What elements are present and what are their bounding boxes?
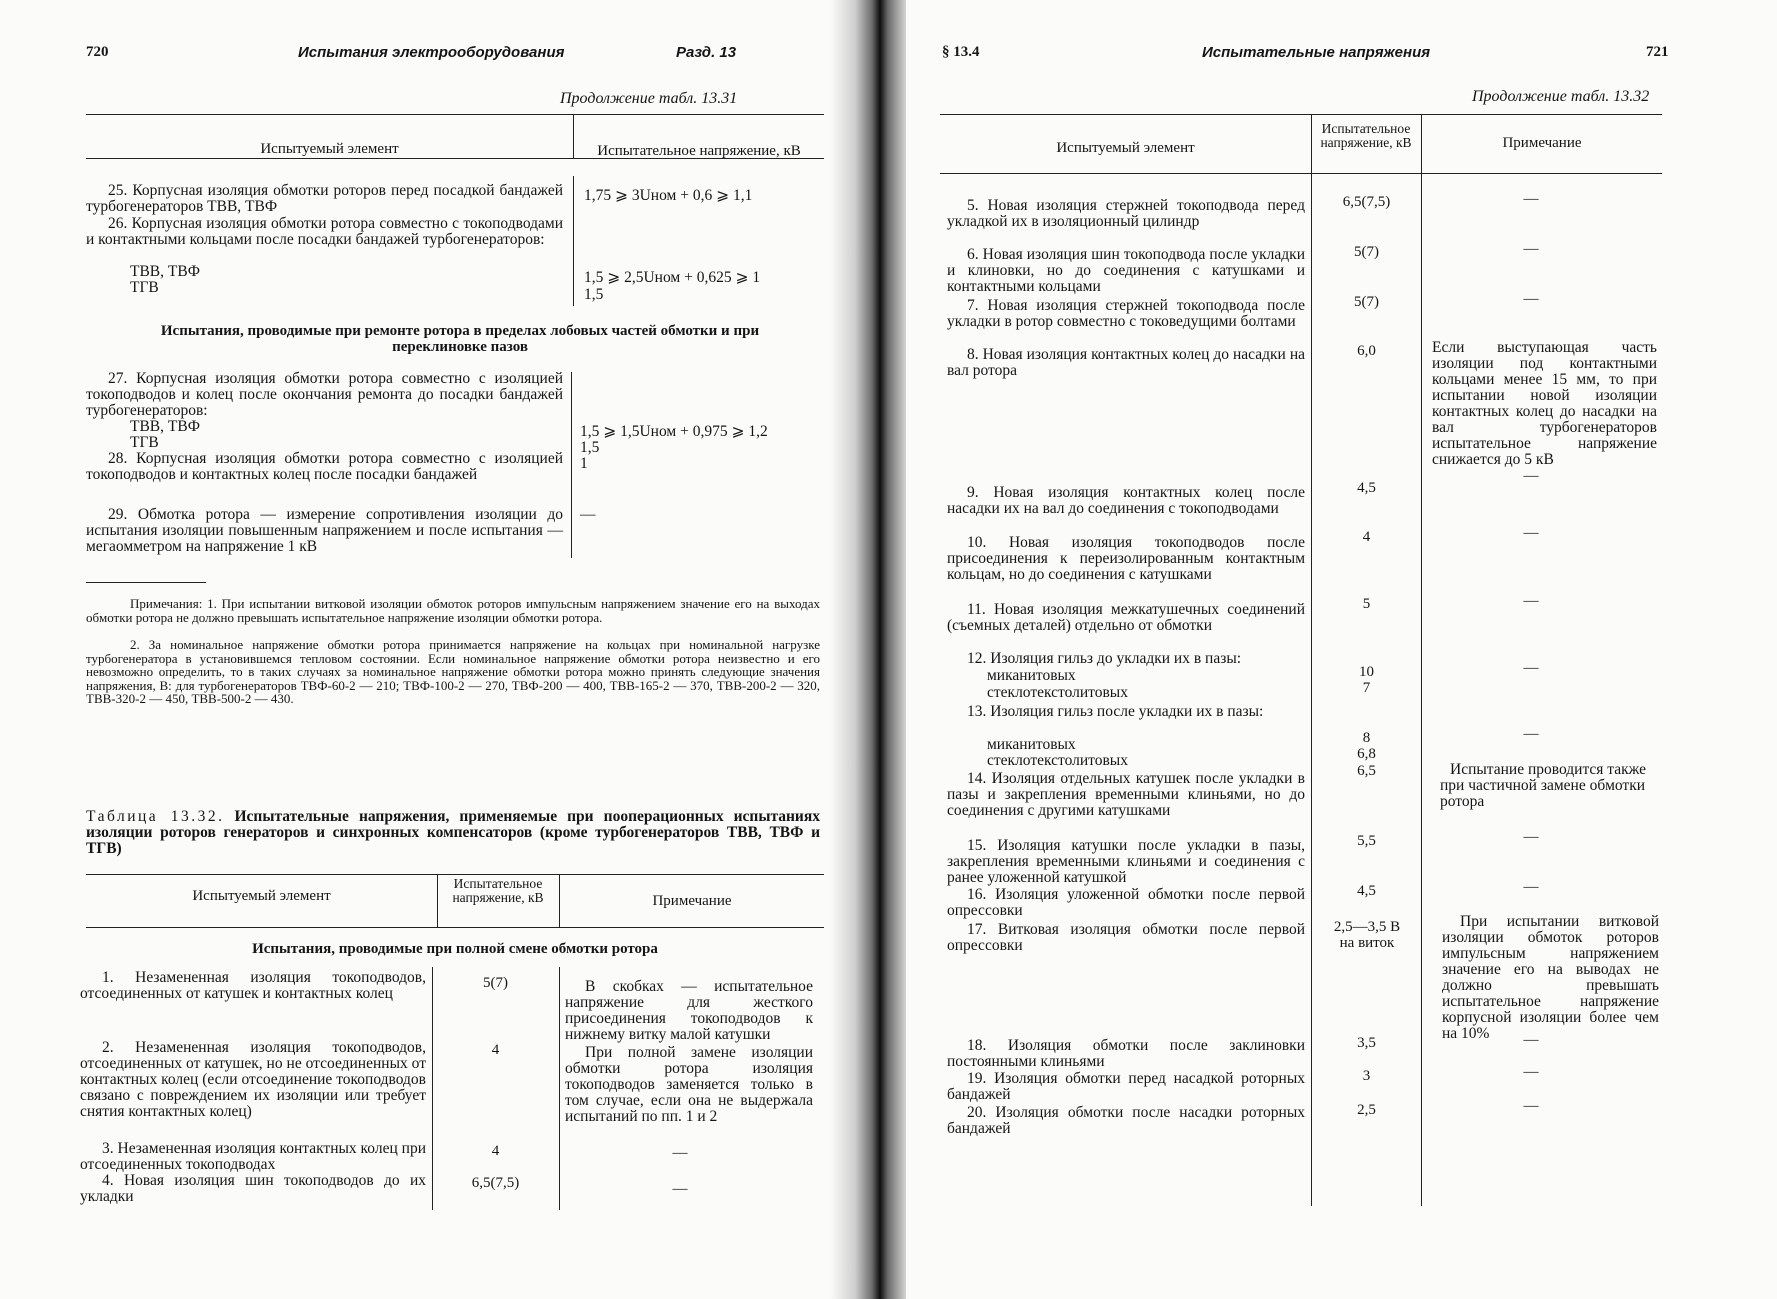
section-label: Разд. 13: [676, 44, 737, 61]
section-label: § 13.4: [942, 44, 980, 60]
t32-row-1-text: 1. Незамененная изоляция токоподводов, отсоединенных от катушек и контактных колец: [80, 969, 426, 1002]
right-page: [906, 0, 1777, 1299]
row-11-text: 11. Новая изоляция межкатушечных соединений (съемных деталей) отдельно от обмотки: [947, 601, 1305, 634]
row-29-text: 29. Обмотка ротора — измерение сопротивления изоляции до испытания изоляции повышенным напряжением и после испытания — мегаомметром на напряжение 1 кВ: [86, 506, 563, 555]
row-5-text: 5. Новая изоляция стержней токоподвода перед укладкой их в изоляционный цилиндр: [947, 197, 1305, 230]
notes-rule: [86, 582, 206, 583]
row-18-note: —: [1523, 1032, 1539, 1048]
row-10-note: —: [1523, 525, 1539, 541]
t32-row-4-note: —: [672, 1181, 688, 1197]
row-14-text: 14. Изоляция отдельных катушек после укладки в пазы и закрепления временными клиньями, но до соединения с другими катушками: [947, 770, 1305, 819]
row-19-value: 3: [1362, 1068, 1371, 1084]
col-header-element: Испытуемый элемент: [1056, 140, 1195, 156]
row-26-sub-b: ТГВ: [130, 279, 159, 296]
row-20-text: 20. Изоляция обмотки после насадки роторных бандажей: [947, 1104, 1305, 1137]
row-19-note: —: [1523, 1064, 1539, 1080]
row-17-value: 2,5—3,5 В на виток: [1333, 919, 1401, 951]
running-header: [1202, 44, 1430, 62]
row-9-note: —: [1523, 468, 1539, 484]
row-12-value-b: 7: [1362, 680, 1371, 696]
t32-section-heading: Испытания, проводимые при полной смене обмотки ротора: [252, 941, 658, 957]
table-col-divider: [573, 176, 574, 306]
row-7-note: —: [1523, 291, 1539, 307]
row-13-text: 13. Изоляция гильз после укладки их в пазы:: [967, 703, 1264, 720]
note-1: Примечания: 1. При испытании витковой изоляции обмоток роторов импульсным напряжением значение его на выходах обмотки ротора не должно превышать испытательное напряжение изоляции обмотки ротора.: [86, 596, 820, 625]
row-13-sub-b: стеклотекстолитовых: [987, 752, 1128, 769]
table-continuation: Продолжение табл. 13.31: [560, 90, 738, 107]
row-18-text: 18. Изоляция обмотки после заклиновки постоянными клиньями: [947, 1037, 1305, 1070]
row-28-text: 28. Корпусная изоляция обмотки ротора совместно с изоляцией токоподводов и контактных колец после посадки бандажей: [86, 450, 563, 483]
row-27-sub-a: ТВВ, ТВФ: [130, 418, 200, 435]
row-27-value-b: 1,5: [580, 439, 600, 456]
row-13-sub-a: миканитовых: [987, 736, 1076, 753]
row-15-value: 5,5: [1357, 833, 1376, 849]
row-8-text: 8. Новая изоляция контактных колец до насадки на вал ротора: [947, 346, 1305, 379]
row-11-value: 5: [1362, 596, 1371, 612]
left-page: [0, 0, 870, 1299]
row-9-text: 9. Новая изоляция контактных колец после насадки их на вал до соединения с токоподводами: [947, 484, 1305, 517]
t32-row-4-value: 6,5(7,5): [471, 1175, 520, 1191]
row-12-value-a: 10: [1359, 664, 1374, 680]
t32-row-3-value: 4: [491, 1143, 500, 1159]
row-8-value: 6,0: [1357, 343, 1376, 359]
t32-col-header-note: Примечание: [652, 893, 732, 909]
row-19-text: 19. Изоляция обмотки перед насадкой роторных бандажей: [947, 1070, 1305, 1103]
col-header-element: Испытуемый элемент: [260, 141, 399, 157]
row-14-value: 6,5: [1357, 763, 1376, 779]
row-29-value: —: [580, 506, 596, 523]
row-25-value: 1,75 ⩾ 3Uном + 0,6 ⩾ 1,1: [584, 187, 753, 204]
table-32-col-divider: [437, 874, 438, 927]
row-17-note: При испытании витковой изоляции обмоток роторов импульсным напряжением значение его на выводах не должно превышать испытательное напряжение корпусной изоляции более чем на 10%: [1442, 913, 1659, 1042]
row-8-note: Если выступающая часть изоляции под контактными кольцами менее 15 мм, то при испытании новой изоляции контактных колец до насадки на вал турбогенераторов испытательное напряжение снижается до 5 кВ: [1432, 339, 1657, 468]
row-12-text: 12. Изоляция гильз до укладки их в пазы:: [967, 650, 1242, 667]
row-10-value: 4: [1362, 529, 1371, 545]
t32-row-1-note: В скобках — испытательное напряжение для жесткого присоединения токоподводов к нижнему витку малой катушки: [565, 978, 813, 1043]
t32-col-divider: [432, 967, 433, 1210]
table-head-rule: [940, 173, 1662, 174]
table-col-divider: [571, 372, 572, 558]
row-27-text: 27. Корпусная изоляция обмотки ротора совместно с изоляцией токоподводов и колец после окончания ремонта до посадки бандажей турбогенераторов:: [86, 370, 563, 419]
row-9-value: 4,5: [1357, 480, 1376, 496]
t32-row-3-text: 3. Незамененная изоляция контактных колец при отсоединенных токоподводах: [80, 1140, 426, 1173]
row-20-note: —: [1523, 1098, 1539, 1114]
row-16-note: —: [1523, 879, 1539, 895]
t32-col-header-voltage: Испытательное напряжение, кВ: [452, 876, 544, 905]
table-continuation: Продолжение табл. 13.32: [1472, 88, 1650, 105]
t32-row-2-text: 2. Незамененная изоляция токоподводов, отсоединенных от катушек, но не отсоединенных от контактных колец (если отсоединение токоподводов связано с повреждением их изоляции или требует снятия контактных колец): [80, 1039, 426, 1120]
row-26-sub-a: ТВВ, ТВФ: [130, 263, 200, 280]
col-header-voltage: Испытательное напряжение, кВ: [1320, 121, 1412, 150]
row-20-value: 2,5: [1357, 1102, 1376, 1118]
page-number: 721: [1646, 44, 1669, 60]
row-6-value: 5(7): [1354, 244, 1379, 260]
t32-row-2-note: При полной замене изоляции обмотки ротора изоляция токоподводов заменяется только в том случае, если она не выдержала испытаний по пп. 1 и 2: [565, 1044, 813, 1125]
row-5-note: —: [1523, 191, 1539, 207]
table-32-top-rule: [86, 874, 824, 875]
table-32-title-prefix: Таблица 13.32.: [86, 808, 225, 825]
t32-row-2-value: 4: [491, 1042, 500, 1058]
table-32-title-text: Испытательные напряжения, применяемые при пооперационных испытаниях изоляции роторов генераторов и синхронных компенсаторов (кроме турбогенераторов ТВВ, ТВФ и ТГВ): [86, 808, 821, 857]
row-6-note: —: [1523, 241, 1539, 257]
table-top-rule: [940, 114, 1662, 115]
running-header-title: Испытательные напряжения: [1202, 44, 1431, 61]
row-5-value: 6,5(7,5): [1342, 194, 1391, 210]
row-16-text: 16. Изоляция уложенной обмотки после первой опрессовки: [947, 886, 1305, 919]
row-15-note: —: [1523, 829, 1539, 845]
row-11-note: —: [1523, 593, 1539, 609]
row-12-sub-b: стеклотекстолитовых: [987, 684, 1128, 701]
col-header-voltage: Испытательное напряжение, кВ: [597, 143, 801, 159]
row-26-value-a: 1,5 ⩾ 2,5Uном + 0,625 ⩾ 1: [584, 269, 761, 286]
table-top-rule: [86, 114, 824, 115]
row-27-sub-b: ТГВ: [130, 434, 159, 451]
row-25-text: 25. Корпусная изоляция обмотки роторов перед посадкой бандажей турбогенераторов ТВВ, ТВФ: [86, 182, 563, 215]
t32-row-1-value: 5(7): [483, 975, 508, 991]
row-15-text: 15. Изоляция катушки после укладки в пазы, закрепления временными клиньями и соединения с ранее уложенной катушкой: [947, 837, 1305, 886]
t32-row-3-note: —: [672, 1145, 688, 1161]
col-header-note: Примечание: [1502, 135, 1582, 151]
row-7-value: 5(7): [1354, 294, 1379, 310]
row-28-value: 1: [580, 455, 588, 472]
table-32-title: [86, 809, 820, 857]
row-12-note: —: [1523, 660, 1539, 676]
row-13-value-a: 8: [1362, 730, 1371, 746]
note-2: 2. За номинальное напряжение обмотки ротора принимается напряжение на кольцах при номинальной нагрузке турбогенератора в установившемся тепловом состоянии. Если номинальное напряжение обмотки ротора неизвестно и его невозможно определить, то в таких случаях за номинальное напряжение обмотки ротора можно принять следующие значения напряжения, В: для турбогенераторов ТВФ-60-2 — 210; ТВФ-100-2 — 270, ТВФ-200 — 400, ТВВ-165-2 — 370, ТВВ-200-2 — 320, ТВВ-320-2 — 450, ТВВ-500-2 — 430.: [86, 637, 820, 706]
row-7-text: 7. Новая изоляция стержней токоподвода после укладки в ротор совместно с токоведущими болтами: [947, 297, 1305, 330]
t32-row-4-text: 4. Новая изоляция шин токоподводов до их укладки: [80, 1172, 426, 1205]
row-27-value-a: 1,5 ⩾ 1,5Uном + 0,975 ⩾ 1,2: [580, 423, 768, 440]
row-6-text: 6. Новая изоляция шин токоподвода после укладки и клиновки, но до соединения с катушками и контактными кольцами: [947, 246, 1305, 295]
row-17-text: 17. Витковая изоляция обмотки после первой опрессовки: [947, 921, 1305, 954]
t32-col-divider: [559, 967, 560, 1210]
row-26-value-b: 1,5: [584, 286, 604, 303]
row-16-value: 4,5: [1357, 883, 1376, 899]
running-header: [298, 44, 564, 62]
row-18-value: 3,5: [1357, 1035, 1376, 1051]
running-header-title: Испытания электрооборудования: [298, 44, 565, 61]
section-heading: Испытания, проводимые при ремонте ротора в пределах лобовых частей обмотки и при переклиновке пазов: [160, 323, 760, 355]
row-13-note: —: [1523, 726, 1539, 742]
table-col-divider: [1421, 114, 1422, 1206]
row-10-text: 10. Новая изоляция токоподводов после присоединения к переизолированным контактным кольцам, но до соединения с катушками: [947, 534, 1305, 583]
t32-col-header-element: Испытуемый элемент: [192, 888, 331, 904]
row-14-note: Испытание проводится также при частичной замене обмотки ротора: [1440, 761, 1647, 810]
row-12-sub-a: миканитовых: [987, 667, 1076, 684]
page-number: 720: [86, 44, 109, 60]
row-13-value-b: 6,8: [1357, 746, 1376, 762]
table-32-head-rule: [86, 927, 824, 928]
row-26-text: 26. Корпусная изоляция обмотки ротора совместно с токоподводами и контактными кольцами после посадки бандажей турбогенераторов:: [86, 215, 563, 248]
